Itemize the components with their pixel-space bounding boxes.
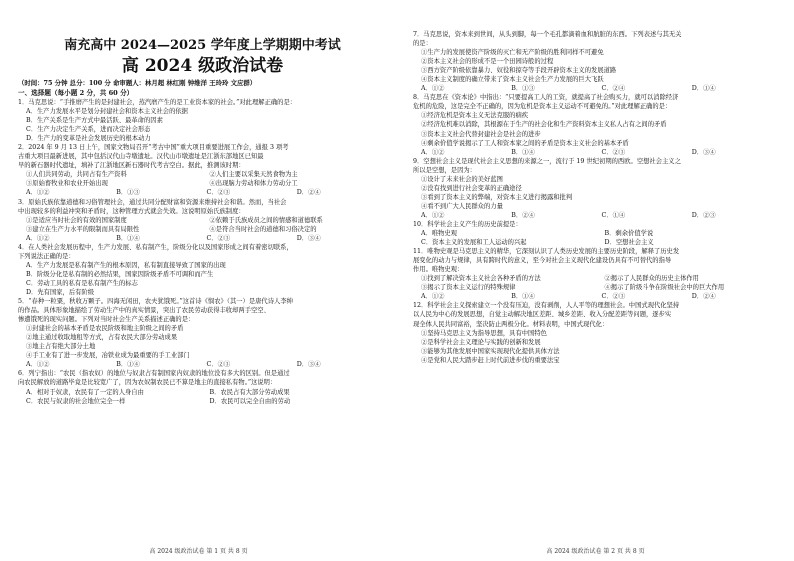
answer-option: C．农民与奴隶的社会地位完全一样 bbox=[26, 397, 126, 405]
question-list-left bbox=[18, 98, 387, 406]
answer-option: D．先有国家，后有阶级 bbox=[26, 288, 95, 296]
statement-list bbox=[413, 274, 782, 292]
answer-option: C．②③ bbox=[601, 293, 626, 301]
answer-option: C．②④ bbox=[601, 85, 626, 93]
statement: ④出现脑力劳动和体力劳动分工 bbox=[209, 180, 298, 188]
answer-option: C．②③ bbox=[601, 148, 626, 156]
question-list-right bbox=[413, 30, 782, 365]
answer-option: A．生产力发展水平是划分封建社会和资本主义社会的依据 bbox=[26, 108, 188, 116]
question-stem: 12．科学社会主义探索建立一个没有压迫，没有剥削，人人平等的理想社会。中国式现代化坚持 bbox=[413, 302, 680, 310]
statement: ③建立在生产力水平的限制而具有局限性 bbox=[26, 225, 140, 233]
statement: ①是适应当时社会的有效的国家制度 bbox=[26, 216, 127, 224]
answer-option: C．生产力决定生产关系，进而决定社会形态 bbox=[26, 126, 151, 134]
answer-option: B．生产关系是生产方式中最活跃、最革命的因素 bbox=[26, 117, 163, 125]
question-stem: 展变化的动力与规律，具有跨时代的意义，至今对社会主义现代化建设仍具有不可替代的指导 bbox=[413, 257, 672, 265]
question bbox=[18, 243, 387, 297]
answer-option: D．①④ bbox=[691, 85, 716, 93]
option-list bbox=[413, 148, 782, 157]
question bbox=[18, 198, 387, 243]
option-list bbox=[18, 107, 387, 143]
question-stem: 11．唯物史观是马克思主义的精华，它深刻认识了人类历史发展的主要历史阶段，解释了历史发 bbox=[413, 248, 680, 256]
question bbox=[413, 157, 782, 220]
statement: ②没有找到进行社会变革的正确途径 bbox=[421, 184, 522, 192]
question-stem: 4．在人类社会发展历程中，生产力发展、私有制产生，阶级分化以及国家形成之间有着密切联系， bbox=[18, 243, 293, 251]
answer-option: B．①④ bbox=[116, 234, 140, 242]
question-stem: 8．马克思在《资本论》中指出：“只要提高工人的工资，就提高了社会购买力，就可以消除经济 bbox=[413, 94, 679, 102]
answer-option: D．③④ bbox=[296, 234, 321, 242]
answer-option: A．①② bbox=[421, 148, 445, 156]
answer-option: D．③④ bbox=[296, 361, 321, 369]
question-stem: 现全体人民共同富裕，坚决防止两极分化。材料表明，中国式现代化： bbox=[413, 320, 609, 328]
answer-option: A．①② bbox=[26, 361, 50, 369]
answer-option: C．劳动工具的私有是私有制产生的标志 bbox=[26, 279, 138, 287]
question-stem: 所以是空想，是因为： bbox=[413, 166, 476, 174]
statement: ④剩余价值学说揭示了工人和资本家之间的矛盾是资本主义社会的基本矛盾 bbox=[421, 139, 629, 147]
section-heading: 一、选择题（每小题 2 分，共 60 分） bbox=[18, 89, 134, 97]
question-stem: 中出现较多的利益冲突和矛盾时，这种管理方式就会失效。这说明原始氏族制度： bbox=[18, 207, 245, 215]
option-list bbox=[413, 229, 782, 247]
statement: ②依赖于氏族成员之间的情感和道德联系 bbox=[209, 216, 323, 224]
answer-option: C．②③ bbox=[206, 189, 231, 197]
question-stem: 2．2024 年 9 月 13 日上午，国家文物局召开“考古中国”重大项目重要进展工作会，通报 3 项考 bbox=[18, 144, 289, 152]
statement: ①生产力的发展使资产阶级的灭亡和无产阶级的胜利同样不可避免 bbox=[421, 49, 604, 57]
option-list bbox=[18, 188, 387, 197]
statement: ①人们共同劳动，共同占有生产资料 bbox=[26, 171, 127, 179]
answer-option: ③地主占有绝大部分土地 bbox=[26, 343, 96, 351]
option-list bbox=[413, 84, 782, 93]
statement: ②人们主要以采集天然食物为主 bbox=[209, 171, 298, 179]
question-stem: 的是： bbox=[413, 40, 432, 48]
answer-option: A．①② bbox=[421, 293, 445, 301]
answer-option: A．唯物史观 bbox=[421, 230, 458, 238]
answer-option: D．②④ bbox=[296, 189, 321, 197]
answer-option: A．①② bbox=[421, 211, 445, 219]
answer-option: D．②③ bbox=[691, 211, 716, 219]
question bbox=[413, 30, 782, 93]
statement: ③西方资产阶级依靠暴力、奴役和掠夺等手段开辟资本主义的发展道路 bbox=[421, 67, 617, 75]
statement: ③揭示了资本主义运行的特殊规律 bbox=[421, 284, 516, 292]
answer-option: ④手工业有了进一步发展，冶铁业成为最重要的手工业部门 bbox=[26, 352, 190, 360]
statement: ①经济危机是资本主义无法克服的痼疾 bbox=[421, 112, 529, 120]
question-stem: 向农民解放的道路毕竟是比较宽广了，因为农奴制农民已不算是地主的直接私有物。”这说明： bbox=[18, 379, 277, 387]
option-list bbox=[413, 292, 782, 301]
question bbox=[18, 297, 387, 369]
question-stem: 10．科学社会主义产生的历史前提是： bbox=[413, 220, 522, 228]
answer-option: C．②③ bbox=[206, 234, 231, 242]
statement: ②是科学社会主义理论与实践的创新和发展 bbox=[421, 338, 541, 346]
statement: ③能够为其他发展中国家实现现代化提供具体方法 bbox=[421, 347, 560, 355]
statement: ①找到了解决资本主义社会各种矛盾的方法 bbox=[421, 275, 541, 283]
answer-option: A．相对于奴隶，农民有了一定的人身自由 bbox=[26, 388, 144, 396]
statement-list bbox=[413, 329, 782, 365]
statement: ②揭示了人民群众的历史主体作用 bbox=[604, 275, 699, 283]
answer-option: B．①④ bbox=[116, 361, 140, 369]
statement: ②经济危机难以消除，其根源在于生产的社会化和生产资料资本主义私人占有之间的矛盾 bbox=[421, 121, 667, 129]
question bbox=[18, 98, 387, 143]
question-stem: 5．“春种一粒粟，秋收万颗子。四海无闲田，农夫犹饿死。”这首诗《悯农》（其一）是唐代诗人李绅 bbox=[18, 298, 293, 306]
answer-option: B．②④ bbox=[511, 211, 535, 219]
answer-option: A．①② bbox=[26, 189, 50, 197]
statement: ④是党和人民大踏步赶上时代前进步伐的重要法宝 bbox=[421, 356, 560, 364]
question-stem: 1．马克思说：“手推磨产生的是封建社会，蒸汽磨产生的是工业资本家的社会。”对此理解正确的是： bbox=[18, 99, 297, 106]
statement-list bbox=[413, 111, 782, 147]
footer-page-1: 高 2024 级政治试卷 第 1 页 共 8 页 bbox=[149, 548, 248, 555]
statement-list bbox=[413, 48, 782, 84]
answer-option: C．①④ bbox=[601, 211, 626, 219]
answer-option: D．③④ bbox=[691, 148, 716, 156]
statement-list bbox=[18, 170, 387, 188]
option-list bbox=[413, 211, 782, 220]
exam-title: 南充高中 2024—2025 学年度上学期期中考试 bbox=[64, 38, 341, 53]
answer-option: A．生产力发展是私有制产生的根本原因，私有制直接导致了国家的出现 bbox=[26, 261, 226, 269]
answer-option: ②地主通过收取地租等方式，占有农民大部分劳动成果 bbox=[26, 334, 178, 342]
statement: ③看到了资本主义的弊端，对资本主义进行揭露和批判 bbox=[421, 193, 573, 201]
answer-option: B．①④ bbox=[511, 148, 535, 156]
statement-list bbox=[413, 175, 782, 211]
question-stem: 以人民为中心的发展思想，自觉主动解决地区差距、城乡差距、收入分配差距等问题，逐步实 bbox=[413, 311, 672, 319]
answer-option: B．①④ bbox=[511, 293, 535, 301]
option-list bbox=[18, 261, 387, 297]
question bbox=[18, 369, 387, 405]
question-stem: 早的新石器时代遗址，填补了江浙地区新石器时代考古空白。据此，推测该时期： bbox=[18, 162, 245, 170]
option-list bbox=[18, 360, 387, 369]
question-stem: 下列说法正确的是： bbox=[18, 252, 75, 260]
answer-option: D．农民可以完全自由的劳动 bbox=[209, 397, 291, 405]
question bbox=[18, 143, 387, 197]
statement: ①坚持马克思主义为指导思想，具有中国特色 bbox=[421, 329, 547, 337]
answer-option: D．生产力的变革是社会发展历史的根本动力 bbox=[26, 135, 151, 143]
answer-option: A．①② bbox=[26, 234, 50, 242]
answer-option: B．农民占有大部分劳动成果 bbox=[209, 388, 290, 396]
page-2 bbox=[397, 0, 794, 561]
question-stem: 危机的危险，这是完全不正确的，因为危机是资本主义运动不可避免的。”对此理解正确的是： bbox=[413, 103, 672, 111]
statement-list bbox=[18, 216, 387, 234]
option-list bbox=[18, 388, 387, 406]
question-stem: 7．马克思说，资本来到世间，从头到脚，每一个毛孔都滴着血和肮脏的东西。下列表述与其无关 bbox=[413, 31, 682, 38]
question bbox=[413, 301, 782, 364]
question-stem: 3．原始氏族依靠道德和习俗管理社会，通过共同分配财富和资源来维持社会和谐。然而，当社会 bbox=[18, 198, 287, 206]
statement: ③资本主义社会代替封建社会是社会的进步 bbox=[421, 130, 541, 138]
option-list bbox=[18, 324, 387, 360]
statement: ③原始畜牧业和农业开始出现 bbox=[26, 180, 108, 188]
question bbox=[413, 247, 782, 301]
question bbox=[413, 93, 782, 156]
statement: ②资本主义社会的形成不是一个田园诗般的过程 bbox=[421, 58, 554, 66]
statement: ④揭示了阶级斗争在阶级社会中的巨大作用 bbox=[604, 284, 725, 292]
statement: ①设计了未来社会的美好蓝图 bbox=[421, 175, 503, 183]
answer-option: A．①② bbox=[421, 85, 445, 93]
question-stem: 6．列宁指出：“农民（指农奴）的地位与奴隶占有制国家内奴隶的地位没有多大的区别。但是通过 bbox=[18, 370, 290, 378]
exam-meta: （时间：75 分钟 总分：100 分 命审题人：林月超 林红刚 钟维洋 王玲玲 文应群） bbox=[18, 79, 257, 87]
question-stem: 古重大项目最新进展，其中包括汉代山寺墩遗址。汉代山市墩遗址是江浙东部地区已知最 bbox=[18, 153, 264, 161]
option-list bbox=[18, 234, 387, 243]
answer-option: D．②④ bbox=[691, 293, 716, 301]
footer-page-2: 高 2024 级政治试卷 第 2 页 共 8 页 bbox=[546, 548, 645, 555]
answer-option: B．剩余价值学说 bbox=[604, 230, 654, 238]
question-stem: 惨遭饿死的现实问题。下列对当时社会生产关系描述正确的是： bbox=[18, 316, 195, 324]
statement: ④看不到广大人民群众的力量 bbox=[421, 202, 503, 210]
answer-option: B．①③ bbox=[116, 189, 140, 197]
answer-option: B．阶级分化是私有制的必然结果，国家因阶级矛盾不可调和而产生 bbox=[26, 270, 214, 278]
question-stem: 作用。唯物史观： bbox=[413, 266, 464, 274]
statement: ④是符合当时社会的道德和习俗决定的 bbox=[209, 225, 317, 233]
question-stem: 的作品。具体形象地描绘了劳动生产中的真实情景，突出了农民劳动获得丰收却两手空空、 bbox=[18, 307, 270, 315]
answer-option: ①封建社会的基本矛盾是农民阶级和地主阶级之间的矛盾 bbox=[26, 325, 184, 333]
answer-option: D．空想社会主义 bbox=[604, 239, 654, 247]
answer-option: C．②③ bbox=[206, 361, 231, 369]
question bbox=[413, 220, 782, 247]
statement: ④资本主义制度的确立带来了资本主义社会生产力发展的巨大飞跃 bbox=[421, 76, 604, 84]
exam-subtitle: 高 2024 级政治试卷 bbox=[121, 56, 284, 76]
question-stem: 9．空想社会主义是现代社会主义思想的来源之一，流行于 19 世纪初期的西欧。空想社会主义之 bbox=[413, 157, 681, 165]
answer-option: C．资本主义的发展和工人运动的兴起 bbox=[421, 239, 527, 247]
answer-option: B．①③ bbox=[511, 85, 535, 93]
